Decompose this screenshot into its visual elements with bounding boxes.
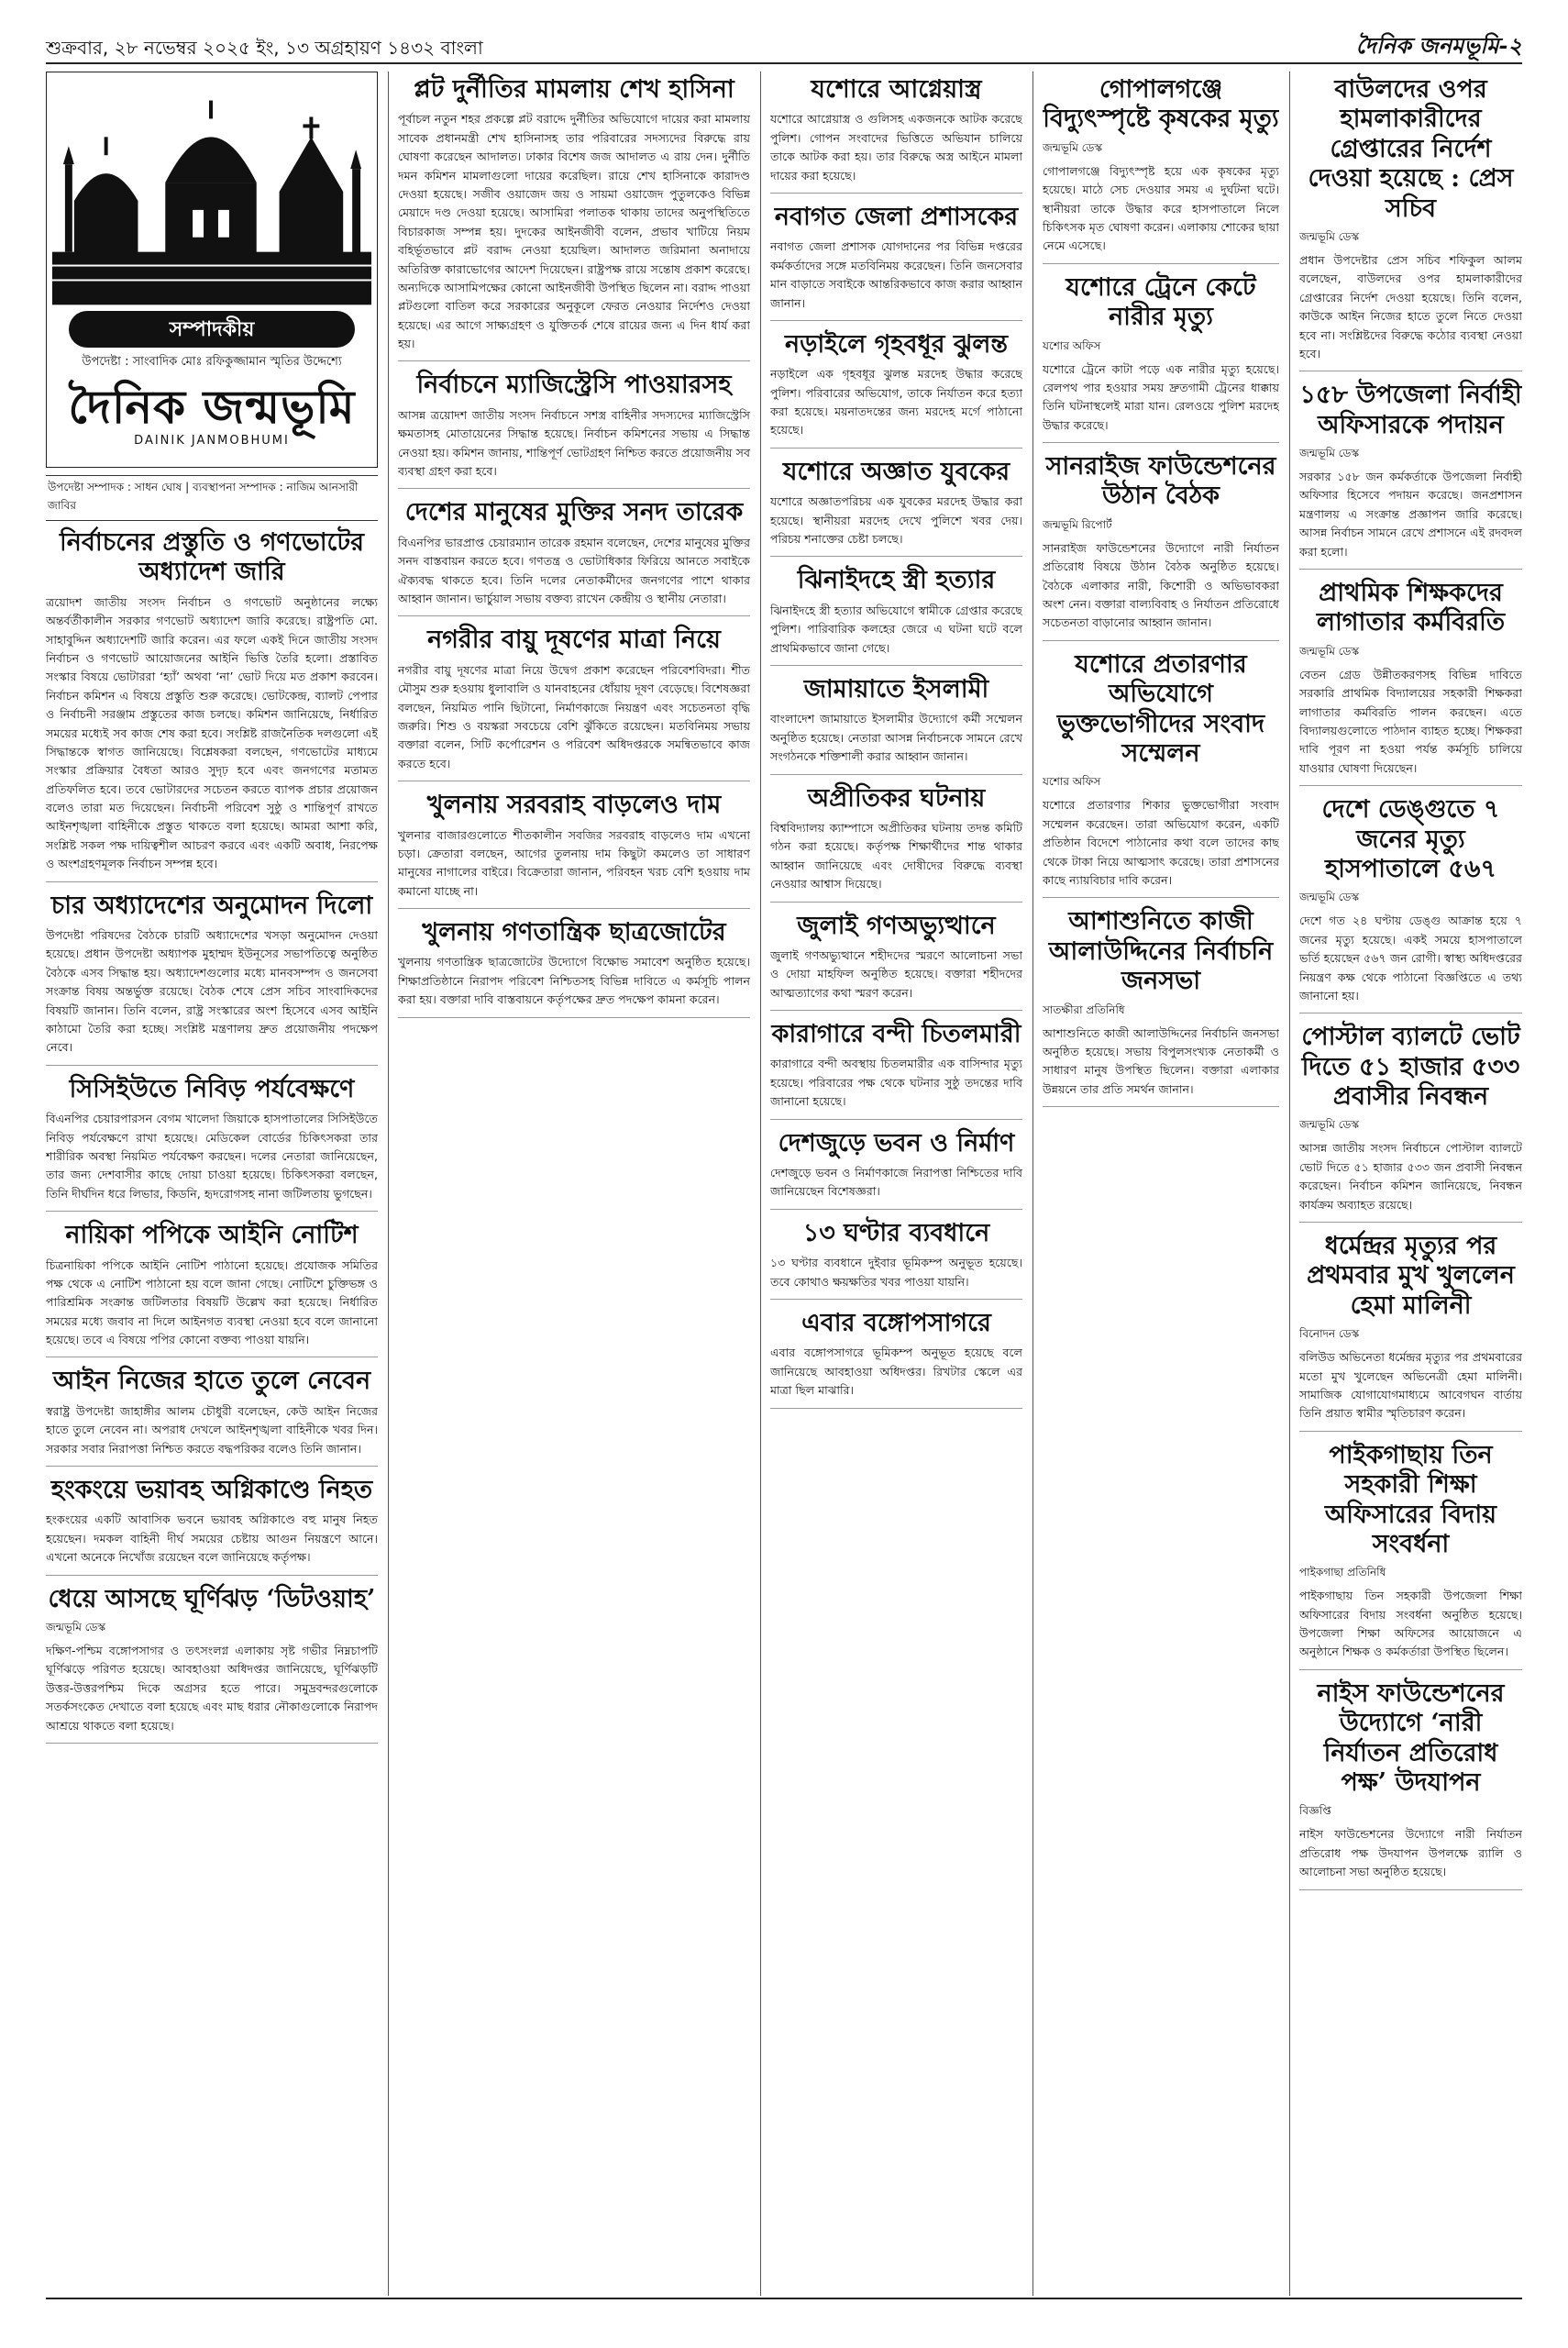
article-headline: প্রাথমিক শিক্ষকদের লাগাতার কর্মবিরতি (1316, 579, 1506, 637)
news-article (770, 1219, 1022, 1300)
article-body: চিত্রনায়িকা পপিকে আইনি নোটিশ পাঠানো হয়েছে। প্রযোজক সমিতির পক্ষ থেকে এ নোটিশ পাঠানো হয় বলে জানা গেছে। নোটিশে চুক্তিভঙ্গ ও পারিশ্রমিক সংক্রান্ত জটিলতার বিষয়টি উল্লেখ করা হয়েছে। নির্ধারিত সময়ের মধ্যে জবাব না দিলে আইনগত ব্যবস্থা নেওয়া হবে বলে জানানো হয়েছে। তবে এ বিষয়ে পপির কোনো বক্তব্য পাওয়া যায়নি। (46, 1257, 378, 1347)
column-rule (760, 72, 761, 2296)
article-headline: নগরীর বায়ু দূষণের মাত্রা নিয়ে (427, 626, 721, 655)
column-5 (1299, 72, 1522, 2296)
news-article (1299, 795, 1522, 1013)
article-body: বলিউড অভিনেতা ধর্মেন্দ্রর মৃত্যুর পর প্রথমবারের মতো মুখ খুলেছেন অভিনেত্রী হেমা মালিনী। সামাজিক যোগাযোগমাধ্যমে আবেগঘন বার্তায় তিনি প্রয়াত স্বামীর স্মৃতিচারণ করেন। (1299, 1350, 1522, 1421)
article-source: যশোর অফিস (1043, 775, 1101, 789)
article-headline: কারাগারে বন্দী চিতলমারী (771, 1020, 1021, 1049)
column-rule (1289, 72, 1290, 2296)
page-name: দৈনিক জনমভূমি-২ (1355, 32, 1522, 59)
article-body: কারাগারে বন্দী অবস্থায় চিতলমারীর এক বাসিন্দার মৃত্যু হয়েছে। পরিবারের পক্ষ থেকে ঘটনার সুষ্ঠু তদন্তের দাবি জানানো হয়েছে। (770, 1057, 1022, 1109)
article-headline: দেশের মানুষের মুক্তির সনদ তারেক (404, 498, 744, 527)
article-body: বাংলাদেশ জামায়াতে ইসলামীর উদ্যোগে কর্মী সম্মেলন অনুষ্ঠিত হয়েছে। নেতারা আসন্ন নির্বাচনকে সামনে রেখে সংগঠনকে শক্তিশালী করার আহ্বান জানান। (770, 712, 1022, 764)
article-body: বিএনপির ভারপ্রাপ্ত চেয়ারম্যান তারেক রহমান বলেছেন, দেশের মানুষের মুক্তির সনদ বাস্তবায়ন করতে হবে। গণতন্ত্র ও ভোটাধিকার ফিরিয়ে আনতে সবাইকে ঐক্যবদ্ধ থাকতে হবে। তিনি দলের নেতাকর্মীদের জনগণের পাশে থাকার আহ্বান জানান। ভার্চুয়াল সভায় বক্তব্য রাখেন কেন্দ্রীয় ও স্থানীয় নেতারা। (398, 535, 750, 605)
news-article (770, 458, 1022, 558)
dateline: শুক্রবার, ২৮ নভেম্বর ২০২৫ ইং, ১৩ অগ্রহায়ণ ১৪৩২ বাংলা (46, 37, 483, 59)
news-article (46, 1367, 378, 1467)
article-source: সাতক্ষীরা প্রতিনিধি (1043, 1002, 1125, 1016)
article-headline: ১৫৮ উপজেলা নির্বাহী অফিসারকে পদায়ন (1299, 381, 1522, 439)
article-headline: নির্বাচনে ম্যাজিস্ট্রেসি পাওয়ারসহ (416, 371, 732, 400)
article-list (1299, 75, 1522, 1890)
article-headline: খুলনায় সরবরাহ বাড়লেও দাম (426, 791, 722, 820)
article-headline: ধর্মেন্দ্রর মৃত্যুর পর প্রথমবার মুখ খুললেন হেমা মালিনী (1307, 1232, 1515, 1320)
news-article (398, 791, 750, 909)
article-body: যশোরে ট্রেনে কাটা পড়ে এক নারীর মৃত্যু হয়েছে। রেলপথ পার হওয়ার সময় দ্রুতগামী ট্রেনের ধাক্কায় তিনি ঘটনাস্থলেই মারা যান। রেলওয়ে পুলিশ মরদেহ উদ্ধার করেছে। (1043, 361, 1279, 432)
article-headline: আইন নিজের হাতে তুলে নেবেন (52, 1367, 371, 1396)
news-article (1043, 650, 1279, 899)
article-body: স্বরাষ্ট্র উপদেষ্টা জাহাঙ্গীর আলম চৌধুরী বলেছেন, কেউ আইন নিজের হাতে তুলে নেবেন না। অপরাধ দেখলে আইনশৃঙ্খলা বাহিনীকে খবর দিন। সরকার সবার নিরাপত্তা নিশ্চিত করতে বদ্ধপরিকর বলেও তিনি জানান। (46, 1403, 378, 1456)
article-body: ঝিনাইদহে স্ত্রী হত্যার অভিযোগে স্বামীকে গ্রেপ্তার করেছে পুলিশ। পারিবারিক কলহের জেরে এ ঘটনা ঘটে বলে প্রাথমিকভাবে জানা গেছে। (770, 603, 1022, 655)
article-source: জন্মভূমি ডেস্ক (46, 1620, 106, 1634)
article-body: পাইকগাছায় তিন সহকারী উপজেলা শিক্ষা অফিসারের বিদায় সংবর্ধনা অনুষ্ঠিত হয়েছে। উপজেলা শিক্ষা অফিসের আয়োজনে এ অনুষ্ঠানে শিক্ষক ও কর্মকর্তারা উপস্থিত ছিলেন। (1299, 1589, 1522, 1659)
article-list (398, 75, 750, 1018)
column-2 (398, 72, 750, 2296)
article-source: পাইকগাছা প্রতিনিধি (1299, 1566, 1386, 1579)
article-list (770, 75, 1022, 1409)
editorial-masthead (46, 72, 378, 468)
news-article (398, 498, 750, 616)
article-headline: যশোরে ট্রেনে কেটে নারীর মৃত্যু (1066, 272, 1256, 332)
news-article (770, 1020, 1022, 1120)
news-article (1299, 1232, 1522, 1432)
article-source: জন্মভূমি ডেস্ক (1299, 891, 1360, 904)
article-body: যশোরে প্রতারণার শিকার ভুক্তভোগীরা সংবাদ সম্মেলন করেছেন। তারা অভিযোগ করেন, একটি প্রতিষ্ঠান বিদেশে পাঠানোর কথা বলে তাদের কাছ থেকে টাকা নিয়ে আত্মসাৎ করেছে। তারা প্রশাসনের কাছে ন্যায়বিচার দাবি করেন। (1043, 798, 1279, 887)
news-article (398, 918, 750, 1018)
article-source: জন্মভূমি ডেস্ক (1299, 644, 1360, 658)
article-body: ত্রয়োদশ জাতীয় সংসদ নির্বাচন ও গণভোট অনুষ্ঠানের লক্ষ্যে অন্তর্বর্তীকালীন সরকার গণভোট অধ্যাদেশ জারি করেছে। রাষ্ট্রপতি মো. সাহাবুদ্দিন অধ্যাদেশটি জারি করেন। এর ফলে একই দিনে জাতীয় সংসদ নির্বাচন ও গণভোট আয়োজনের আইনি ভিত্তি তৈরি হলো। প্রস্তাবিত সংস্কার বিষয়ে ভোটাররা ‘হ্যাঁ’ অথবা ‘না’ ভোট দিয়ে মত প্রকাশ করবেন। নির্বাচন কমিশন এ বিষয়ে প্রস্তুতি শুরু করেছে। ভোটকেন্দ্র, ব্যালট পেপার ও নির্বাচনী সরঞ্জাম প্রস্তুতের কাজ চলছে। কমিশন জানিয়েছে, নির্ধারিত সময়ের মধ্যেই সব কাজ শেষ করা হবে। সংশ্লিষ্ট রাজনৈতিক দলগুলো এই সিদ্ধান্তকে স্বাগত জানিয়েছে। বিশ্লেষকরা বলছেন, গণভোটের মাধ্যমে সংস্কার প্রক্রিয়ার বৈধতা আরও সুদৃঢ় হবে এবং জনগণের মতামত প্রতিফলিত হবে। তবে ভোটারদের সচেতন করতে ব্যাপক প্রচার প্রয়োজন বলেও তারা মত দিয়েছেন। নির্বাচনী পরিবেশ সুষ্ঠু ও শান্তিপূর্ণ রাখতে আইনশৃঙ্খলা বাহিনীকে প্রস্তুত থাকতে বলা হয়েছে। আমরা আশা করি, সংশ্লিষ্ট সকল পক্ষ দায়িত্বশীল আচরণ করবে এবং একটি অবাধ, নিরপেক্ষ ও অংশগ্রহণমূলক নির্বাচন সম্পন্ন হবে। (46, 594, 378, 871)
article-headline: যশোরে প্রতারণার অভিযোগে ভুক্তভোগীদের সংবাদ সম্মেলন (1056, 649, 1265, 768)
news-article (1043, 452, 1279, 641)
article-body: আসন্ন ত্রয়োদশ জাতীয় সংসদ নির্বাচনে সশস্ত্র বাহিনীর সদস্যদের ম্যাজিস্ট্রেসি ক্ষমতাসহ মোতায়েনের সিদ্ধান্ত হয়েছে। নির্বাচন কমিশনের সভায় এ সিদ্ধান্ত নেওয়া হয়। কমিশন জানায়, শান্তিপূর্ণ ভোটগ্রহণ নিশ্চিত করতে প্রয়োজনীয় সব ব্যবস্থা গ্রহণ করা হবে। (398, 407, 750, 479)
column-3 (770, 72, 1022, 2296)
news-article (1043, 907, 1279, 1107)
article-headline: নির্বাচনের প্রস্তুতি ও গণভোটের অধ্যাদেশ জারি (60, 528, 364, 587)
news-article (770, 330, 1022, 449)
article-headline: যশোরে আগ্নেয়াস্ত্র (811, 75, 982, 104)
article-source: জন্মভূমি ডেস্ক (1299, 229, 1360, 243)
article-body: দক্ষিণ-পশ্চিম বঙ্গোপসাগর ও তৎসংলগ্ন এলাকায় সৃষ্ট গভীর নিম্নচাপটি ঘূর্ণিঝড়ে পরিণত হয়েছে। আবহাওয়া অধিদপ্তর জানিয়েছে, ঘূর্ণিঝড়টি উত্তর-উত্তরপশ্চিম দিকে অগ্রসর হতে পারে। সমুদ্রবন্দরগুলোকে সতর্কসংকেত দেখাতে বলা হয়েছে এবং মাছ ধরার নৌকাগুলোকে নিরাপদ আশ্রয়ে থাকতে বলা হয়েছে। (46, 1643, 378, 1733)
article-body: নাইস ফাউন্ডেশনের উদ্যোগে নারী নির্যাতন প্রতিরোধ পক্ষ উদযাপন উপলক্ষে র‍্যালি ও আলোচনা সভা অনুষ্ঠিত হয়েছে। (1299, 1827, 1522, 1879)
news-article (770, 203, 1022, 321)
article-headline: নবাগত জেলা প্রশাসকের (774, 202, 1019, 231)
article-headline: দেশজুড়ে ভবন ও নির্মাণ (778, 1128, 1015, 1157)
news-article (770, 1309, 1022, 1409)
article-body: নবাগত জেলা প্রশাসক যোগদানের পর বিভিন্ন দপ্তরের কর্মকর্তাদের সঙ্গে মতবিনিময় করেছেন। তিনি জনসেবার মান বাড়াতে সবাইকে আন্তরিকভাবে কাজ করার আহ্বান জানান। (770, 239, 1022, 310)
article-headline: বাউলদের ওপর হামলাকারীদের গ্রেপ্তারের নির্দেশ দেওয়া হয়েছে : প্রেস সচিব (1308, 75, 1514, 223)
article-body: বিশ্ববিদ্যালয় ক্যাম্পাসে অপ্রীতিকর ঘটনায় তদন্ত কমিটি গঠন করা হয়েছে। কর্তৃপক্ষ শিক্ষার্থীদের শান্ত থাকার আহ্বান জানিয়েছে এবং দোষীদের বিরুদ্ধে ব্যবস্থা নেওয়ার আশ্বাস দিয়েছে। (770, 820, 1022, 892)
article-body: বিএনপির চেয়ারপারসন বেগম খালেদা জিয়াকে হাসপাতালের সিসিইউতে নিবিড় পর্যবেক্ষণে রাখা হয়েছে। মেডিকেল বোর্ডের চিকিৎসকরা তার শারীরিক অবস্থা নিয়মিত পর্যবেক্ষণ করছেন। দলের নেতারা জানিয়েছেন, তার জন্য দেশবাসীর কাছে দোয়া চাওয়া হয়েছে। চিকিৎসকরা বলছেন, তিনি দীর্ঘদিন ধরে লিভার, কিডনি, হৃদরোগসহ নানা জটিলতায় ভুগছেন। (46, 1112, 378, 1201)
article-headline: পাইকগাছায় তিন সহকারী শিক্ষা অফিসারের বিদায় সংবর্ধনা (1324, 1440, 1497, 1558)
news-article (1299, 579, 1522, 786)
article-body: পূর্বাচল নতুন শহর প্রকল্পে প্লট বরাদ্দে দুর্নীতির অভিযোগে দায়ের করা মামলায় সাবেক প্রধানমন্ত্রী শেখ হাসিনাসহ তার পরিবারের সদস্যদের বিরুদ্ধে রায় ঘোষণা করেছেন আদালত। ঢাকার বিশেষ জজ আদালত এ রায় দেন। দুর্নীতি দমন কমিশন মামলাগুলো দায়ের করেছিল। রায়ে শেখ হাসিনাকে কারাদণ্ড দেওয়া হয়েছে। সজীব ওয়াজেদ জয় ও সায়মা ওয়াজেদ পুতুলকেও বিভিন্ন মেয়াদে দণ্ড দেওয়া হয়েছে। আসামিরা পলাতক থাকায় তাদের অনুপস্থিতিতে বিচারকাজ সম্পন্ন হয়। দুদকের আইনজীবী বলেন, প্রভাব খাটিয়ে নিয়ম বহির্ভূতভাবে প্লট বরাদ্দ নেওয়া হয়েছিল। আদালত জরিমানা অনাদায়ে অতিরিক্ত কারাভোগের আদেশ দিয়েছেন। রাষ্ট্রপক্ষ রায়ে সন্তোষ প্রকাশ করেছে। অন্যদিকে আসামিপক্ষের কোনো আইনজীবী উপস্থিত ছিলেন না। বরাদ্দ পাওয়া প্লটগুলো বাতিল করে সরকারের অনুকূলে ফেরত নেওয়ার নির্দেশও দেওয়া হয়েছে। এর আগে সাক্ষ্যগ্রহণ ও যুক্তিতর্ক শেষে রায়ের জন্য এ দিন ধার্য করা হয়। (398, 112, 750, 351)
article-body: আসন্ন জাতীয় সংসদ নির্বাচনে পোস্টাল ব্যালটে ভোট দিতে ৫১ হাজার ৫৩৩ জন প্রবাসী নিবন্ধন করেছেন। নির্বাচন কমিশন জানিয়েছে, নিবন্ধন কার্যক্রম অব্যাহত রয়েছে। (1299, 1141, 1522, 1212)
article-body: যশোরে আগ্নেয়াস্ত্র ও গুলিসহ একজনকে আটক করেছে পুলিশ। গোপন সংবাদের ভিত্তিতে অভিযান চালিয়ে তাকে আটক করা হয়। তার বিরুদ্ধে অস্ত্র আইনে মামলা দায়ের করা হয়েছে। (770, 112, 1022, 183)
column-4 (1043, 72, 1279, 2296)
news-article (1299, 381, 1522, 570)
article-headline: দেশে ডেঙ্গুতে ৭ জনের মৃত্যু হাসপাতালে ৫৬৭ (1321, 795, 1500, 883)
article-body: নগরীর বায়ু দূষণের মাত্রা নিয়ে উদ্বেগ প্রকাশ করেছেন পরিবেশবিদরা। শীত মৌসুম শুরু হওয়ায় ধুলাবালি ও যানবাহনের ধোঁয়ায় দূষণ বেড়েছে। বিশেষজ্ঞরা বলছেন, নিয়মিত পানি ছিটানো, নির্মাণকাজে নিয়ন্ত্রণ এবং সচেতনতা বৃদ্ধি জরুরি। শিশু ও বয়স্করা সবচেয়ে বেশি ঝুঁকিতে রয়েছেন। মতবিনিময় সভায় বক্তারা বলেন, সিটি কর্পোরেশন ও পরিবেশ অধিদপ্তরকে সমন্বিতভাবে কাজ করতে হবে। (398, 662, 750, 770)
article-headline: হংকংয়ে ভয়াবহ অগ্নিকাণ্ডে নিহত (50, 1476, 373, 1505)
article-headline: জুলাই গণঅভ্যুত্থানে (797, 911, 996, 940)
article-body: সরকার ১৫৮ জন কর্মকর্তাকে উপজেলা নির্বাহী অফিসার হিসেবে পদায়ন করেছে। জনপ্রশাসন মন্ত্রণালয় এ সংক্রান্ত প্রজ্ঞাপন জারি করেছে। আসন্ন নির্বাচন সামনে রেখে প্রশাসনে এই রদবদল করা হলো। (1299, 470, 1522, 559)
article-source: জন্মভূমি ডেস্ক (1299, 447, 1360, 460)
news-article (398, 626, 750, 781)
column-rule (388, 72, 389, 2296)
news-article (398, 371, 750, 489)
article-headline: চার অধ্যাদেশের অনুমোদন দিলো (50, 891, 373, 920)
newspaper-name: দৈনিক জন্মভূমি (68, 380, 356, 434)
news-article (46, 528, 378, 882)
article-headline: এবার বঙ্গোপসাগরে (801, 1308, 991, 1337)
article-headline: সানরাইজ ফাউন্ডেশনের উঠান বৈঠক (1045, 452, 1276, 511)
article-body: খুলনার বাজারগুলোতে শীতকালীন সবজির সরবরাহ বাড়লেও দাম এখনো চড়া। ক্রেতারা বলছেন, আগের তুলনায় দাম কিছুটা কমলেও তা সাধারণ মানুষের নাগালের বাইরে। বিক্রেতারা জানান, পরিবহন খরচ বেশি হওয়ায় দাম কমানো যাচ্ছে না। (398, 827, 750, 898)
editorial-banner: সম্পাদকীয় (69, 311, 355, 348)
article-headline: নাইস ফাউন্ডেশনের উদ্যোগে ‘নারী নির্যাতন প্রতিরোধ পক্ষ’ উদযাপন (1317, 1678, 1505, 1798)
article-source: বিনোদন ডেস্ক (1299, 1327, 1360, 1341)
article-body: বেতন গ্রেড উন্নীতকরণসহ বিভিন্ন দাবিতে সরকারি প্রাথমিক বিদ্যালয়ের সহকারী শিক্ষকরা লাগাতার কর্মবিরতি পালন করছেন। এতে বিদ্যালয়গুলোতে পাঠদান ব্যাহত হচ্ছে। শিক্ষকরা দাবি পূরণ না হওয়া পর্যন্ত কর্মসূচি চালিয়ে যাওয়ার ঘোষণা দিয়েছেন। (1299, 667, 1522, 775)
article-body: এবার বঙ্গোপসাগরে ভূমিকম্প অনুভূত হয়েছে বলে জানিয়েছে আবহাওয়া অধিদপ্তর। রিখটার স্কেলে এর মাত্রা ছিল মাঝারি। (770, 1346, 1022, 1398)
article-headline: সিসিইউতে নিবিড় পর্যবেক্ষণে (69, 1074, 355, 1103)
article-headline: জামায়াতে ইসলামী (803, 674, 989, 703)
masthead-subline: উপদেষ্টা : সাংবাদিক মোঃ রফিকুজ্জামান স্মৃতির উদ্দেশ্যে (82, 355, 342, 369)
article-headline: খুলনায় গণতান্ত্রিক ছাত্রজোটের (422, 918, 726, 947)
article-source: জন্মভূমি রিপোর্ট (1043, 517, 1112, 531)
article-headline: পোস্টাল ব্যালটে ভোট দিতে ৫১ হাজার ৫৩৩ প্রবাসীর নিবন্ধন (1301, 1023, 1520, 1112)
article-headline: আশাশুনিতে কাজী আলাউদ্দিনের নির্বাচনি জনসভা (1048, 907, 1274, 996)
news-article (1299, 1023, 1522, 1223)
article-body: দেশে গত ২৪ ঘণ্টায় ডেঙ্গু আক্রান্ত হয়ে ৭ জনের মৃত্যু হয়েছে। একই সময়ে হাসপাতালে ভর্তি হয়েছেন ৫৬৭ জন রোগী। স্বাস্থ্য অধিদপ্তরের নিয়ন্ত্রণ কক্ষ থেকে পাঠানো বিজ্ঞপ্তিতে এ তথ্য জানানো হয়। (1299, 914, 1522, 1002)
news-article (770, 675, 1022, 775)
news-article (1299, 1679, 1522, 1890)
news-article (46, 1221, 378, 1357)
news-article (398, 75, 750, 361)
page-header (46, 26, 1522, 64)
article-source: বিজ্ঞপ্তি (1299, 1804, 1331, 1818)
news-article (770, 566, 1022, 666)
editor-credits: উপদেষ্টা সম্পাদক : সাধন ঘোষ | ব্যবস্থাপনা সম্পাদক : নাজিম আনসারী জাবির (46, 475, 378, 521)
news-article (46, 892, 378, 1066)
article-headline: ধেয়ে আসছে ঘূর্ণিঝড় ‘ডিটওয়াহ’ (48, 1584, 376, 1613)
news-article (46, 1075, 378, 1212)
column-rule (1032, 72, 1033, 2296)
news-article (770, 784, 1022, 903)
article-body: যশোরে অজ্ঞাতপরিচয় এক যুবকের মরদেহ উদ্ধার করা হয়েছে। স্থানীয়রা মরদেহ দেখে পুলিশে খবর দেয়। পরিচয় শনাক্তের চেষ্টা চলছে। (770, 494, 1022, 547)
article-headline: অপ্রীতিকর ঘটনায় (807, 783, 986, 813)
mosque-temple-church-skyline-illustration (47, 72, 377, 311)
article-source: যশোর অফিস (1043, 338, 1101, 352)
article-headline: প্লট দুর্নীতির মামলায় শেখ হাসিনা (414, 75, 734, 104)
article-source: জন্মভূমি ডেস্ক (1299, 1118, 1360, 1132)
article-body: দেশজুড়ে ভবন ও নির্মাণকাজে নিরাপত্তা নিশ্চিতের দাবি জানিয়েছেন বিশেষজ্ঞরা। (770, 1166, 1022, 1199)
news-article (1043, 273, 1279, 443)
page-bottom-rule (46, 2298, 1522, 2299)
news-article (770, 75, 1022, 194)
article-headline: নড়াইলে গৃহবধূর ঝুলন্ত (784, 329, 1009, 359)
news-article (46, 1476, 378, 1576)
article-body: প্রধান উপদেষ্টার প্রেস সচিব শফিকুল আলম বলেছেন, বাউলদের ওপর হামলাকারীদের গ্রেপ্তারের নির্দেশ দেওয়া হয়েছে। তিনি বলেন, কাউকে আইন নিজের হাতে তুলে নিতে দেওয়া হবে না। সংশ্লিষ্টদের বিরুদ্ধে কঠোর ব্যবস্থা নেওয়া হবে। (1299, 252, 1522, 360)
article-body: হংকংয়ের একটি আবাসিক ভবনে ভয়াবহ অগ্নিকাণ্ডে বহু মানুষ নিহত হয়েছেন। দমকল বাহিনী দীর্ঘ সময়ের চেষ্টায় আগুন নিয়ন্ত্রণে আনে। এখনো অনেকে নিখোঁজ রয়েছেন বলে জানিয়েছে কর্তৃপক্ষ। (46, 1512, 378, 1565)
news-article (46, 1585, 378, 1744)
article-body: নড়াইলে এক গৃহবধূর ঝুলন্ত মরদেহ উদ্ধার করেছে পুলিশ। পরিবারের অভিযোগ, তাকে নির্যাতন করে হত্যা করা হয়েছে। ময়নাতদন্তের জন্য মরদেহ মর্গে পাঠানো হয়েছে। (770, 367, 1022, 437)
article-body: খুলনায় গণতান্ত্রিক ছাত্রজোটের উদ্যোগে বিক্ষোভ সমাবেশ অনুষ্ঠিত হয়েছে। শিক্ষাপ্রতিষ্ঠানে নিরাপদ পরিবেশ নিশ্চিতসহ বিভিন্ন দাবিতে এ কর্মসূচি পালন করা হয়। বক্তারা দাবি বাস্তবায়নে কর্তৃপক্ষের দ্রুত পদক্ষেপ কামনা করেন। (398, 955, 750, 1007)
news-article (1299, 1441, 1522, 1670)
news-article (1043, 75, 1279, 264)
article-headline: গোপালগঞ্জে বিদ্যুৎস্পৃষ্টে কৃষকের মৃত্যু (1043, 75, 1279, 134)
article-body: উপদেষ্টা পরিষদের বৈঠকে চারটি অধ্যাদেশের খসড়া অনুমোদন দেওয়া হয়েছে। প্রধান উপদেষ্টা অধ্যাপক মুহাম্মদ ইউনূসের সভাপতিত্বে অনুষ্ঠিত বৈঠকে এসব সিদ্ধান্ত হয়। অধ্যাদেশগুলোর মধ্যে মানবসম্পদ ও জনসেবা সংক্রান্ত বিষয় অন্তর্ভুক্ত রয়েছে। বৈঠক শেষে প্রেস সচিব সাংবাদিকদের বিষয়টি জানান। তিনি বলেন, রাষ্ট্র সংস্কারের অংশ হিসেবে এসব আইনি কাঠামো তৈরি করা হচ্ছে। সংশ্লিষ্ট মন্ত্রণালয় দ্রুত প্রয়োজনীয় পদক্ষেপ নেবে। (46, 928, 378, 1055)
column-1 (46, 72, 378, 2296)
article-body: গোপালগঞ্জে বিদ্যুৎস্পৃষ্ট হয়ে এক কৃষকের মৃত্যু হয়েছে। মাঠে সেচ দেওয়ার সময় এ দুর্ঘটনা ঘটে। স্থানীয়রা তাকে উদ্ধার করে হাসপাতালে নিলে চিকিৎসক মৃত ঘোষণা করেন। এলাকায় শোকের ছায়া নেমে এসেছে। (1043, 163, 1279, 253)
article-headline: ১৩ ঘণ্টার ব্যবধানে (802, 1218, 990, 1247)
article-headline: যশোরে অজ্ঞাত যুবকের (782, 457, 1010, 486)
newspaper-name-english: DAINIK JANMOBHUMI (134, 434, 290, 448)
article-headline: ঝিনাইদহে স্ত্রী হত্যার (797, 566, 996, 595)
article-list (46, 528, 378, 1744)
article-body: ১৩ ঘণ্টার ব্যবধানে দুইবার ভূমিকম্প অনুভূত হয়েছে। তবে কোথাও ক্ষয়ক্ষতির খবর পাওয়া যায়নি। (770, 1256, 1022, 1289)
article-body: জুলাই গণঅভ্যুত্থানে শহীদদের স্মরণে আলোচনা সভা ও দোয়া মাহফিল অনুষ্ঠিত হয়েছে। বক্তারা শহীদদের আত্মত্যাগের কথা স্মরণ করেন। (770, 947, 1022, 1000)
article-list (1043, 75, 1279, 1107)
news-article (770, 912, 1022, 1012)
article-body: আশাশুনিতে কাজী আলাউদ্দিনের নির্বাচনি জনসভা অনুষ্ঠিত হয়েছে। সভায় বিপুলসংখ্যক নেতাকর্মী ও সাধারণ মানুষ উপস্থিত ছিলেন। বক্তারা এলাকার উন্নয়নে তার প্রতি সমর্থন জানান। (1043, 1025, 1279, 1096)
article-headline: নায়িকা পপিকে আইনি নোটিশ (65, 1221, 359, 1250)
article-source: জন্মভূমি ডেস্ক (1043, 140, 1103, 154)
news-article (1299, 75, 1522, 371)
article-body: সানরাইজ ফাউন্ডেশনের উদ্যোগে নারী নির্যাতন প্রতিরোধ বিষয়ে উঠান বৈঠক অনুষ্ঠিত হয়েছে। বৈঠকে এলাকার নারী, কিশোরী ও অভিভাবকরা অংশ নেন। বক্তারা বাল্যবিবাহ ও নির্যাতন প্রতিরোধে সচেতনতা বাড়ানোর আহ্বান জানান। (1043, 540, 1279, 630)
news-article (770, 1129, 1022, 1210)
